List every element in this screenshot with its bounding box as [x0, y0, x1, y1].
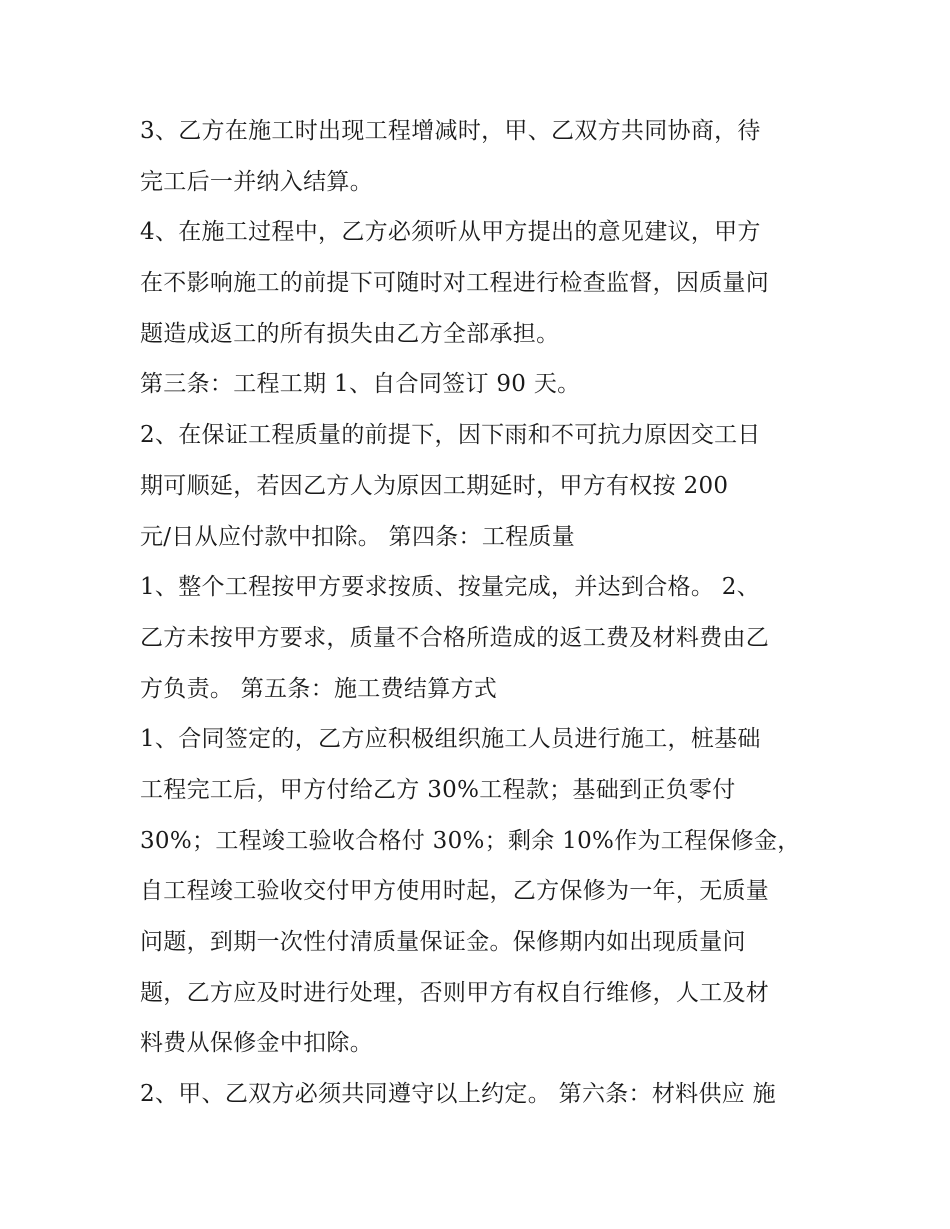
text-line: 自工程竣工验收交付甲方使用时起，乙方保修为一年，无质量: [140, 878, 770, 905]
text-line: 问题，到期一次性付清质量保证金。保修期内如出现质量问: [140, 929, 746, 955]
text-line: 工程完工后，甲方付给乙方 30%工程款；基础到正负零付: [140, 776, 736, 803]
text-line: 3、乙方在施工时出现工程增减时，甲、乙双方共同协商，待: [140, 118, 761, 144]
text-line: 题，乙方应及时进行处理，否则甲方有权自行维修，人工及材: [140, 979, 770, 1006]
text-line: 第三条：工程工期 1、自合同签订 90 天。: [140, 371, 581, 398]
text-line: 2、甲、乙双方必须共同遵守以上约定。 第六条：材料供应 施: [140, 1081, 776, 1108]
text-line: 4、在施工过程中，乙方必须听从甲方提出的意见建议，甲方: [140, 219, 761, 246]
text-line: 完工后一并纳入结算。: [140, 168, 373, 195]
text-line: 30%；工程竣工验收合格付 30%；剩余 10%作为工程保修金，: [140, 827, 801, 854]
text-line: 1、整个工程按甲方要求按质、按量完成，并达到合格。 2、: [140, 574, 760, 601]
text-line: 期可顺延，若因乙方人为原因工期延时，甲方有权按 200: [140, 472, 729, 499]
text-line: 题造成返工的所有损失由乙方全部承担。: [140, 320, 560, 347]
text-line: 乙方未按甲方要求，质量不合格所造成的返工费及材料费由乙: [140, 624, 770, 651]
text-line: 1、合同签定的，乙方应积极组织施工人员进行施工，桩基础: [140, 726, 761, 753]
text-line: 料费从保修金中扣除。: [140, 1030, 373, 1057]
text-line: 方负责。 第五条：施工费结算方式: [140, 675, 498, 702]
text-line: 在不影响施工的前提下可随时对工程进行检查监督，因质量问: [140, 270, 770, 297]
document-body: [140, 106, 820, 1120]
text-line: 元/日从应付款中扣除。 第四条：工程质量: [140, 523, 576, 550]
text-line: 2、在保证工程质量的前提下，因下雨和不可抗力原因交工日: [140, 422, 761, 449]
